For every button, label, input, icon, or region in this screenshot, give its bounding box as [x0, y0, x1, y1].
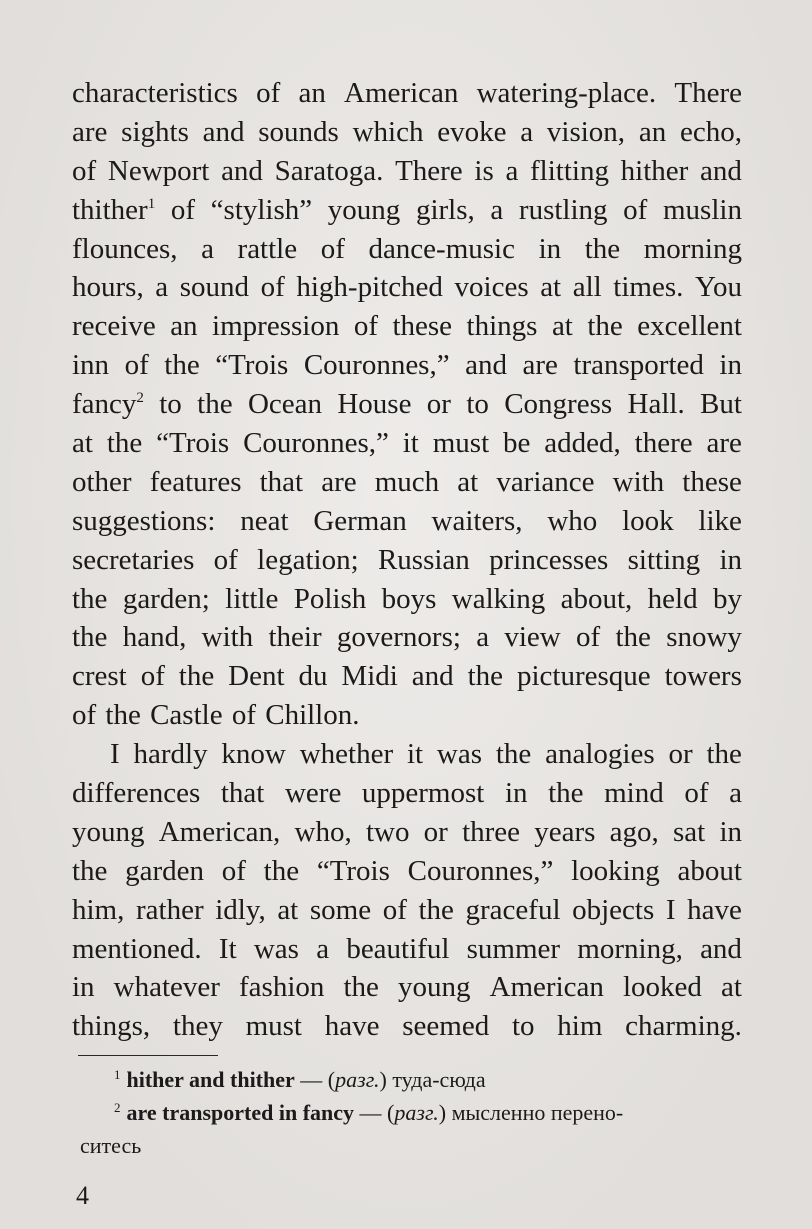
word: three: [462, 815, 521, 848]
word: sounds: [258, 115, 339, 148]
footnote-1: [80, 1063, 748, 1096]
word: Hall.: [627, 388, 685, 421]
word: much: [374, 465, 440, 498]
word: snowy: [666, 621, 742, 654]
word: held: [647, 582, 698, 615]
footnote-translation: туда-сюда: [392, 1067, 486, 1092]
text-line: [72, 268, 742, 307]
text-line: [72, 968, 742, 1007]
word: to: [159, 388, 182, 421]
word: flounces,: [72, 232, 178, 265]
word: Newport: [107, 154, 210, 187]
word-with-footnote: [72, 191, 155, 230]
word: an: [638, 115, 667, 148]
word: “Trois: [215, 349, 289, 382]
word: of: [623, 193, 648, 226]
word: him: [557, 1010, 603, 1043]
text-line: [72, 113, 742, 152]
word: American: [489, 971, 604, 1004]
footnote-close: ): [438, 1100, 452, 1125]
word: objects: [572, 893, 655, 926]
footnote-marker[interactable]: 1: [147, 195, 156, 212]
word: there: [634, 427, 693, 460]
word: these: [392, 310, 453, 343]
word: garden;: [122, 582, 210, 615]
text-line: [72, 580, 742, 619]
word: variance: [496, 465, 595, 498]
word: little: [225, 582, 279, 615]
word: I: [665, 893, 676, 926]
text-line: [72, 696, 742, 735]
word: which: [352, 115, 424, 148]
word: are: [321, 465, 357, 498]
word: differences: [72, 777, 201, 810]
word: looking: [571, 854, 660, 887]
text-line: [72, 230, 742, 269]
word: that: [220, 777, 265, 810]
word: I: [110, 738, 120, 771]
word: “Trois: [156, 427, 230, 460]
word: was: [436, 738, 482, 771]
word: picturesque: [516, 660, 651, 693]
footnote-2: [80, 1096, 748, 1129]
word: morning,: [577, 932, 683, 965]
word: who,: [294, 815, 352, 848]
word: at: [551, 310, 573, 343]
word: girls,: [415, 193, 475, 226]
text-line: [72, 424, 742, 463]
word: be: [503, 427, 531, 460]
word: analogies: [545, 738, 655, 771]
word: a: [490, 193, 504, 226]
word: and: [411, 660, 454, 693]
word: the: [72, 582, 108, 615]
word: sitting: [627, 543, 701, 576]
word: a: [316, 932, 330, 965]
word: “Trois: [316, 854, 390, 887]
word: hours,: [72, 271, 144, 304]
word: princesses: [489, 543, 609, 576]
word: of: [124, 349, 149, 382]
word: a: [520, 115, 534, 148]
word: of: [170, 193, 196, 226]
word: walking: [451, 582, 546, 615]
text-line: [72, 541, 742, 580]
word: their: [268, 621, 322, 654]
word: transported: [573, 349, 704, 382]
word: suggestions:: [72, 504, 216, 537]
word: hither: [620, 154, 689, 187]
word: at: [720, 971, 742, 1004]
word: that: [259, 465, 304, 498]
line-text: of the Castle of Chillon.: [72, 699, 360, 732]
word: the: [584, 232, 621, 265]
word: whatever: [113, 971, 220, 1004]
footnote-number: 1: [114, 1067, 121, 1082]
word: him,: [72, 893, 125, 926]
word: rattle: [237, 232, 298, 265]
word: sat: [673, 815, 706, 848]
word: uppermost: [361, 777, 485, 810]
word: inn: [72, 349, 110, 382]
text-line: [72, 307, 742, 346]
word: two: [365, 815, 410, 848]
word: of: [213, 543, 238, 576]
word: sights: [121, 115, 189, 148]
word: at: [540, 271, 562, 304]
word: of: [260, 271, 285, 304]
word: in: [719, 349, 742, 382]
word: idly,: [215, 893, 266, 926]
word: Dent: [228, 660, 285, 693]
footnote-separator: [78, 1055, 218, 1056]
word: of: [320, 232, 345, 265]
word: to: [466, 388, 489, 421]
word: or: [668, 738, 693, 771]
word: and: [700, 932, 742, 965]
word: at: [72, 427, 93, 460]
word: impression: [212, 310, 340, 343]
text-line: [72, 74, 742, 113]
word: at: [457, 465, 479, 498]
word-with-footnote: [72, 385, 144, 424]
word: years: [534, 815, 596, 848]
word: the: [615, 621, 651, 654]
word: these: [682, 465, 742, 498]
word: were: [284, 777, 342, 810]
word: other: [72, 465, 132, 498]
word: young: [72, 815, 145, 848]
word: the: [106, 427, 143, 460]
word: times.: [613, 271, 684, 304]
word: in: [719, 815, 742, 848]
word: the: [548, 777, 584, 810]
word: must: [432, 427, 490, 460]
text-line: [72, 774, 742, 813]
word: secretaries: [72, 543, 195, 576]
word: they: [172, 1010, 223, 1043]
word: or: [423, 815, 448, 848]
word: the: [164, 349, 200, 382]
word: in: [719, 543, 742, 576]
word: Ocean: [247, 388, 322, 421]
word: hand,: [122, 621, 187, 654]
word: voices: [454, 271, 529, 304]
word: dance-music: [368, 232, 515, 265]
word: of: [72, 154, 97, 187]
word: sound: [179, 271, 250, 304]
word: features: [149, 465, 242, 498]
word: about,: [560, 582, 633, 615]
word: the: [72, 621, 108, 654]
word: in: [538, 232, 562, 265]
word: hardly: [133, 738, 208, 771]
footnote-dash: — (: [354, 1100, 395, 1125]
word: House: [337, 388, 412, 421]
word: muslin: [662, 193, 742, 226]
word: are: [706, 427, 742, 460]
word: things,: [72, 1010, 151, 1043]
word: evoke: [437, 115, 507, 148]
word: with: [612, 465, 665, 498]
word: a: [476, 621, 490, 654]
word: of: [576, 621, 601, 654]
word: young: [327, 193, 401, 226]
word: Midi: [341, 660, 398, 693]
word: the: [72, 854, 108, 887]
word: young: [397, 971, 471, 1004]
footnote-marker[interactable]: 2: [136, 390, 144, 407]
text-line: [72, 385, 742, 424]
word: of: [353, 310, 378, 343]
word: of: [382, 893, 407, 926]
word: all: [572, 271, 602, 304]
footnote-term: hither and thither: [126, 1067, 295, 1092]
word: There: [395, 154, 463, 187]
word: the: [418, 893, 454, 926]
footnote-translation: мысленно перено-: [451, 1100, 624, 1125]
word: of: [221, 854, 246, 887]
footnote-close: ): [379, 1067, 393, 1092]
word: towers: [664, 660, 742, 693]
word: seemed: [402, 1010, 490, 1043]
text-line: [72, 930, 742, 969]
word: are: [522, 349, 558, 382]
word: look: [622, 504, 674, 537]
footnote-dash: — (: [294, 1067, 336, 1092]
word: added,: [544, 427, 621, 460]
word: mind: [604, 777, 664, 810]
word: ago,: [609, 815, 659, 848]
word: in: [504, 777, 528, 810]
word: Congress: [504, 388, 613, 421]
word: fashion: [239, 971, 325, 1004]
word: Couronnes,”: [407, 854, 554, 887]
word: characteristics: [72, 77, 238, 109]
word: by: [712, 582, 742, 615]
word: charming.: [625, 1010, 742, 1043]
word: “stylish”: [210, 193, 313, 226]
word: waiters,: [431, 504, 523, 537]
word: about: [677, 854, 742, 887]
text-line: [72, 735, 742, 774]
word: to: [511, 1010, 535, 1043]
word: a: [729, 777, 742, 810]
word: echo,: [679, 115, 742, 148]
word: was: [253, 932, 299, 965]
text-line: [72, 152, 742, 191]
word: rustling: [518, 193, 608, 226]
word: in: [72, 971, 95, 1004]
word: the: [343, 971, 379, 1004]
word: with: [201, 621, 254, 654]
word: excellent: [637, 310, 742, 343]
word: crest: [72, 660, 127, 693]
word: it: [402, 427, 419, 460]
word: things: [466, 310, 538, 343]
line-text-before: fancy: [72, 388, 137, 421]
word: flitting: [530, 154, 609, 187]
text-line: [72, 1007, 742, 1046]
text-line: [72, 813, 742, 852]
word: looked: [622, 971, 702, 1004]
word: the: [197, 388, 233, 421]
word: the: [587, 310, 623, 343]
word: an: [170, 310, 198, 343]
word: are: [72, 115, 108, 148]
word: Couronnes,”: [303, 349, 450, 382]
word: American: [344, 77, 459, 109]
footnote-translation-continuation: ситесь: [80, 1133, 142, 1158]
word: the: [467, 660, 504, 693]
word: mentioned.: [72, 932, 202, 965]
text-line: [72, 657, 742, 696]
word: some: [309, 893, 372, 926]
text-line: [72, 463, 742, 502]
word: Couronnes,”: [243, 427, 389, 460]
footnote-usage-note: разг.: [335, 1067, 380, 1092]
footnote-term: are transported in fancy: [126, 1100, 355, 1125]
word: You: [694, 271, 742, 304]
word: garden: [125, 854, 205, 887]
word: There: [674, 77, 742, 109]
word: beautiful: [346, 932, 450, 965]
word: and: [221, 154, 263, 187]
footnote-number: 2: [114, 1100, 121, 1115]
text-line: [72, 852, 742, 891]
word: and: [202, 115, 245, 148]
word: view: [504, 621, 561, 654]
word: have: [324, 1010, 380, 1043]
word: is: [474, 154, 494, 187]
word: Saratoga.: [274, 154, 384, 187]
word: neat: [240, 504, 289, 537]
word: of: [256, 77, 281, 109]
word: like: [698, 504, 742, 537]
line-text-before: thither: [72, 193, 148, 226]
word: morning: [643, 232, 742, 265]
text-line: [72, 191, 742, 230]
word: a: [505, 154, 519, 187]
word: boys: [381, 582, 437, 615]
footnote-usage-note: разг.: [394, 1100, 439, 1125]
word: at: [277, 893, 299, 926]
text-line: [72, 346, 742, 385]
word: Polish: [293, 582, 367, 615]
word: a: [201, 232, 214, 265]
word: vision,: [546, 115, 626, 148]
word: But: [700, 388, 742, 421]
word: legation;: [257, 543, 359, 576]
word: of: [684, 777, 709, 810]
word: have: [687, 893, 742, 926]
word: watering-place.: [476, 77, 657, 109]
word: an: [298, 77, 326, 109]
text-line: [72, 891, 742, 930]
page-number: 4: [76, 1181, 89, 1210]
word: the: [178, 660, 215, 693]
word: a: [155, 271, 169, 304]
word: receive: [72, 310, 156, 343]
word: high-pitched: [296, 271, 443, 304]
word: governors;: [336, 621, 461, 654]
footnote-2-continuation: [80, 1129, 748, 1162]
word: summer: [466, 932, 561, 965]
word: or: [426, 388, 451, 421]
word: know: [221, 738, 286, 771]
word: American,: [158, 815, 281, 848]
word: and: [700, 154, 742, 187]
footnotes: [80, 1063, 748, 1162]
word: the: [263, 854, 300, 887]
word: rather: [135, 893, 204, 926]
text-line: [72, 502, 742, 541]
word: German: [313, 504, 407, 537]
word: the: [495, 738, 532, 771]
word: It: [218, 932, 237, 965]
word: must: [245, 1010, 302, 1043]
word: Russian: [377, 543, 470, 576]
word: graceful: [465, 893, 561, 926]
word: du: [298, 660, 328, 693]
body-text: [72, 74, 742, 1046]
word: it: [406, 738, 424, 771]
word: the: [706, 738, 742, 771]
word: and: [465, 349, 507, 382]
word: of: [140, 660, 165, 693]
word: who: [547, 504, 598, 537]
word: whether: [299, 738, 394, 771]
text-line: [72, 618, 742, 657]
